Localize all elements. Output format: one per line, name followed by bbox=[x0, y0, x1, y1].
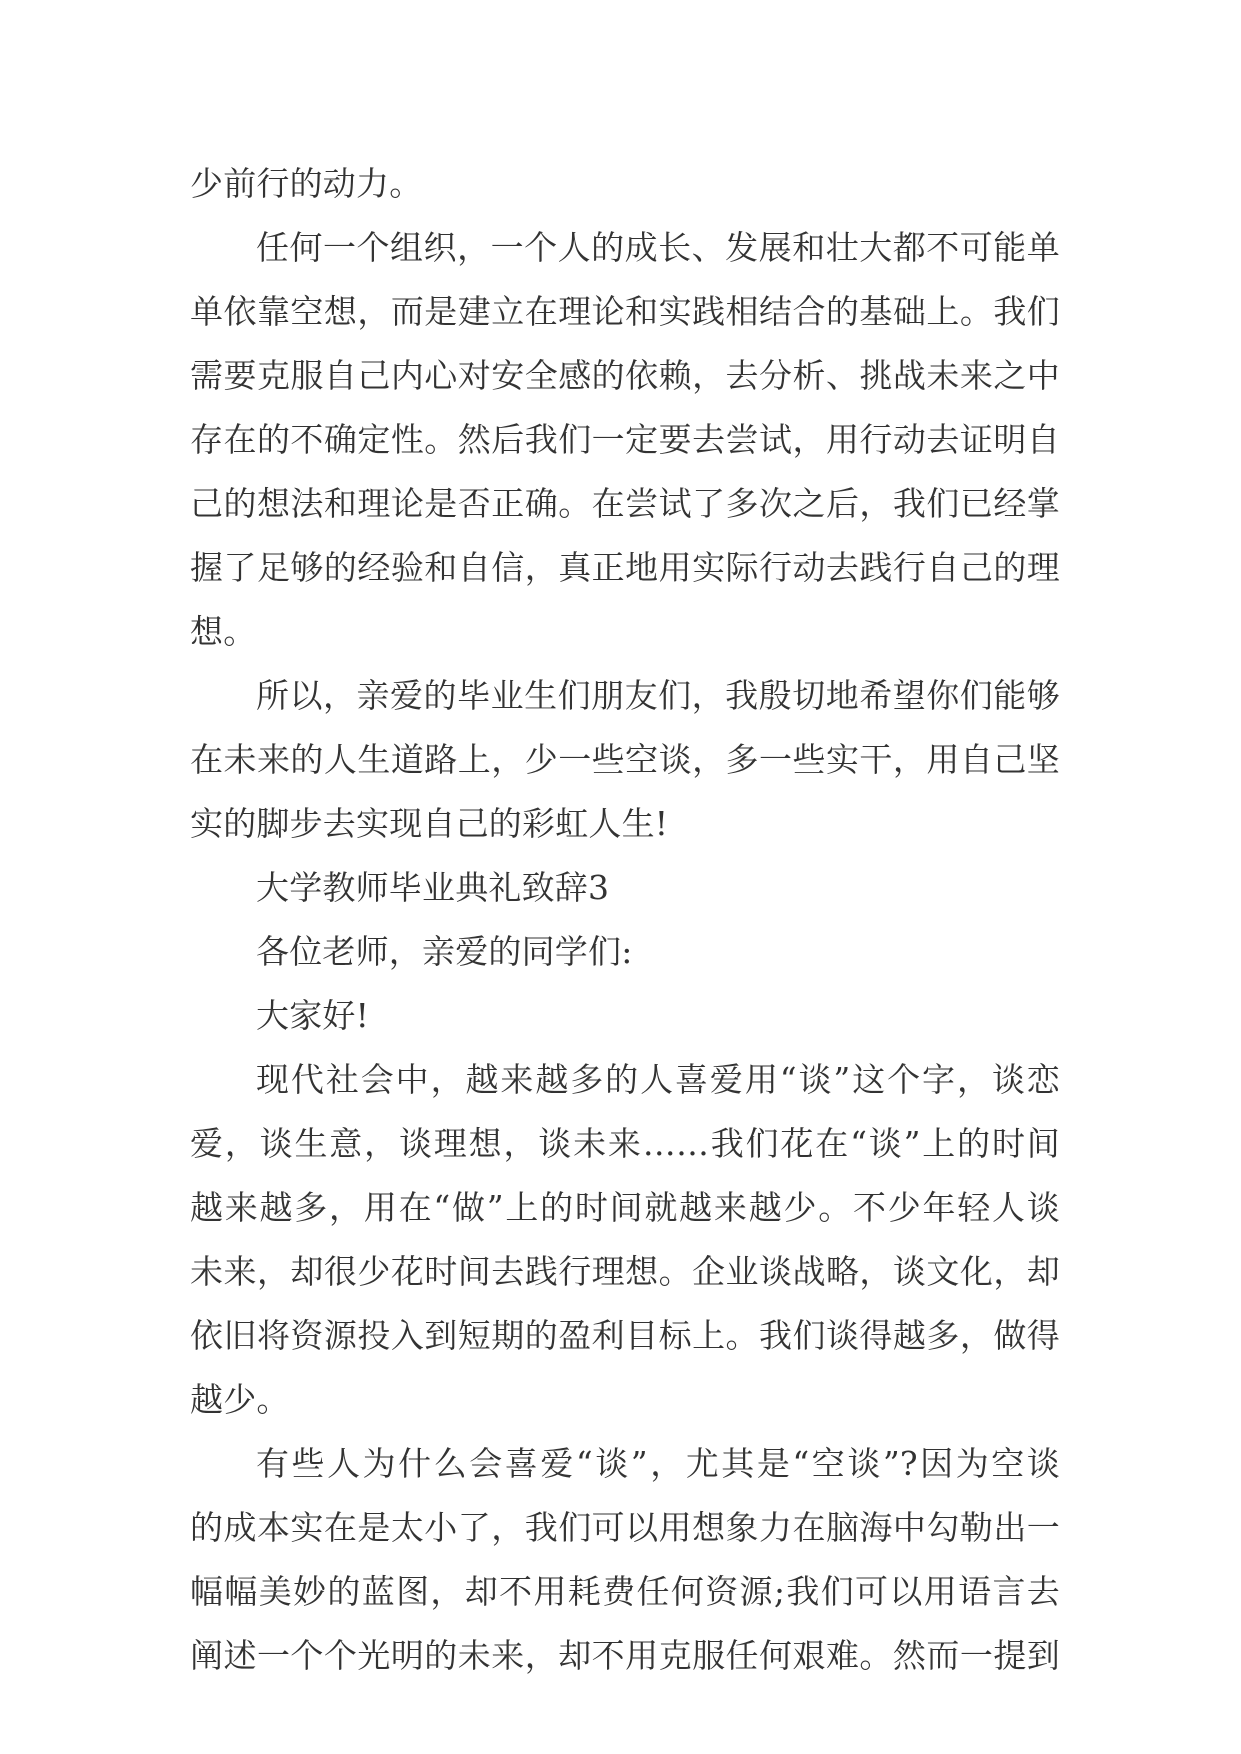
text-line: 需要克服自己内心对安全感的依赖，去分析、挑战未来之中 bbox=[190, 356, 1060, 395]
text-line: 实的脚步去实现自己的彩虹人生! bbox=[190, 804, 669, 843]
text-line: 幅幅美妙的蓝图，却不用耗费任何资源;我们可以用语言去 bbox=[190, 1572, 1060, 1611]
text-line: 依旧将资源投入到短期的盈利目标上。我们谈得越多，做得 bbox=[190, 1316, 1060, 1355]
text-line: 越来越多，用在“做”上的时间就越来越少。不少年轻人谈 bbox=[190, 1188, 1060, 1227]
section-heading: 大学教师毕业典礼致辞3 bbox=[256, 868, 610, 907]
text-line: 未来，却很少花时间去践行理想。企业谈战略，谈文化，却 bbox=[190, 1252, 1060, 1291]
salutation: 各位老师，亲爱的同学们: bbox=[256, 932, 633, 971]
greeting: 大家好! bbox=[256, 996, 370, 1035]
text-line: 所以，亲爱的毕业生们朋友们，我殷切地希望你们能够 bbox=[256, 676, 1060, 715]
text-line: 有些人为什么会喜爱“谈”，尤其是“空谈”?因为空谈 bbox=[256, 1444, 1060, 1483]
text-line: 越少。 bbox=[190, 1380, 290, 1419]
body-text bbox=[190, 152, 1060, 1688]
text-line: 少前行的动力。 bbox=[190, 164, 423, 203]
text-line: 在未来的人生道路上，少一些空谈，多一些实干，用自己坚 bbox=[190, 740, 1060, 779]
text-line: 任何一个组织，一个人的成长、发展和壮大都不可能单 bbox=[256, 228, 1060, 267]
text-line: 握了足够的经验和自信，真正地用实际行动去践行自己的理 bbox=[190, 548, 1060, 587]
text-line: 想。 bbox=[190, 612, 257, 651]
text-line: 爱，谈生意，谈理想，谈未来……我们花在“谈”上的时间 bbox=[190, 1124, 1060, 1163]
text-line: 现代社会中，越来越多的人喜爱用“谈”这个字，谈恋 bbox=[256, 1060, 1060, 1099]
text-line: 己的想法和理论是否正确。在尝试了多次之后，我们已经掌 bbox=[190, 484, 1060, 523]
text-line: 单依靠空想，而是建立在理论和实践相结合的基础上。我们 bbox=[190, 292, 1060, 331]
text-line: 存在的不确定性。然后我们一定要去尝试，用行动去证明自 bbox=[190, 420, 1060, 459]
text-line: 的成本实在是太小了，我们可以用想象力在脑海中勾勒出一 bbox=[190, 1508, 1060, 1547]
text-line: 阐述一个个光明的未来，却不用克服任何艰难。然而一提到 bbox=[190, 1636, 1060, 1675]
